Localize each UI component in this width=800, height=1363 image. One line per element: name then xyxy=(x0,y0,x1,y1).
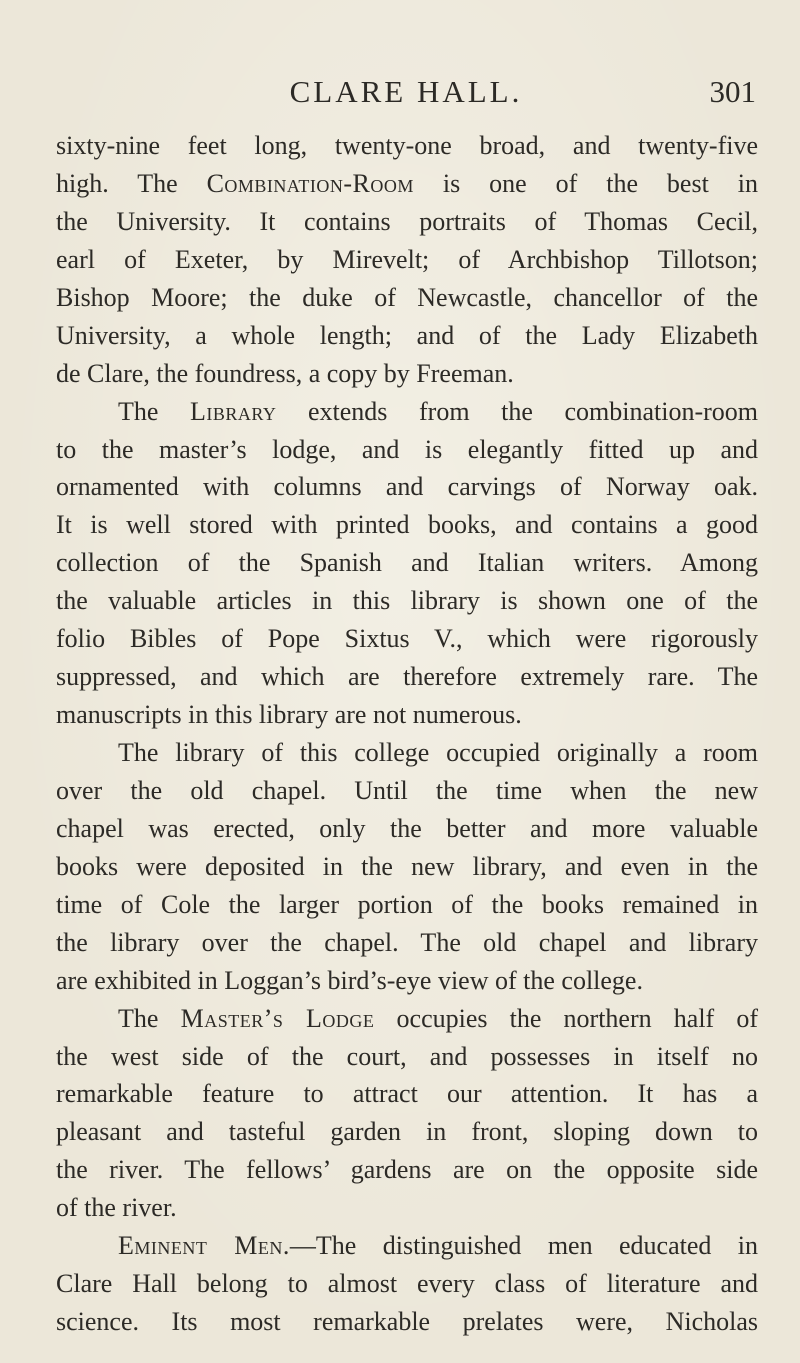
page-header xyxy=(56,72,756,116)
text-line: the west side of the court, and possesses in itself no xyxy=(56,1041,758,1071)
text-line: high. The Combination-Room is one of the best in xyxy=(56,168,758,198)
text-line: of the river. xyxy=(56,1193,177,1223)
text-line: science. Its most remarkable prelates were, Nicholas xyxy=(56,1307,758,1337)
text-line: remarkable feature to attract our attention. It has a xyxy=(56,1079,758,1109)
eminent-men-heading: Eminent Men. xyxy=(118,1231,290,1261)
text-line: folio Bibles of Pope Sixtus V., which were rigorously xyxy=(56,624,758,654)
text-line: Eminent Men.—The distinguished men educated in xyxy=(118,1231,759,1261)
text-line: collection of the Spanish and Italian writers. Among xyxy=(56,548,758,578)
text-line: the valuable articles in this library is shown one of the xyxy=(56,586,758,616)
running-title: CLARE HALL. xyxy=(289,74,523,109)
body-text xyxy=(56,127,758,1341)
text-line: de Clare, the foundress, a copy by Freeman. xyxy=(56,358,514,388)
text-line: Clare Hall belong to almost every class of literature and xyxy=(56,1269,758,1299)
text-line: ornamented with columns and carvings of Norway oak. xyxy=(56,472,758,502)
text-line: University, a whole length; and of the Lady Elizabeth xyxy=(56,320,758,350)
text-line: sixty-nine feet long, twenty-one broad, and twenty-five xyxy=(56,131,758,160)
text-line: over the old chapel. Until the time when the new xyxy=(56,775,758,805)
text-line: Bishop Moore; the duke of Newcastle, chancellor of the xyxy=(56,282,758,312)
text-line: the University. It contains portraits of Thomas Cecil, xyxy=(56,206,758,236)
lodge-heading: Master’s Lodge xyxy=(180,1003,375,1033)
text-line: It is well stored with printed books, and contains a good xyxy=(56,510,758,540)
text-line: time of Cole the larger portion of the books remained in xyxy=(56,889,758,919)
text-line: the river. The fellows’ gardens are on the opposite side xyxy=(56,1155,758,1185)
text-line: The library of this college occupied originally a room xyxy=(118,738,758,767)
text-line: earl of Exeter, by Mirevelt; of Archbishop Tillotson; xyxy=(56,244,758,274)
text-line: manuscripts in this library are not numerous. xyxy=(56,700,522,730)
library-heading: Library xyxy=(190,396,277,426)
text-line: the library over the chapel. The old chapel and library xyxy=(56,927,758,957)
text-line: pleasant and tasteful garden in front, sloping down to xyxy=(56,1117,758,1147)
text-line: are exhibited in Loggan’s bird’s-eye view of the college. xyxy=(56,965,643,995)
room-heading: Combination-Room xyxy=(206,168,414,198)
text-line: suppressed, and which are therefore extremely rare. The xyxy=(56,662,758,692)
page-number: 301 xyxy=(709,74,756,109)
text-line: The Library extends from the combination-room xyxy=(118,396,758,426)
text-line: to the master’s lodge, and is elegantly fitted up and xyxy=(56,434,758,464)
text-line: The Master’s Lodge occupies the northern half of xyxy=(118,1003,759,1033)
text-line: books were deposited in the new library, and even in the xyxy=(56,851,758,881)
text-line: chapel was erected, only the better and more valuable xyxy=(56,813,758,843)
